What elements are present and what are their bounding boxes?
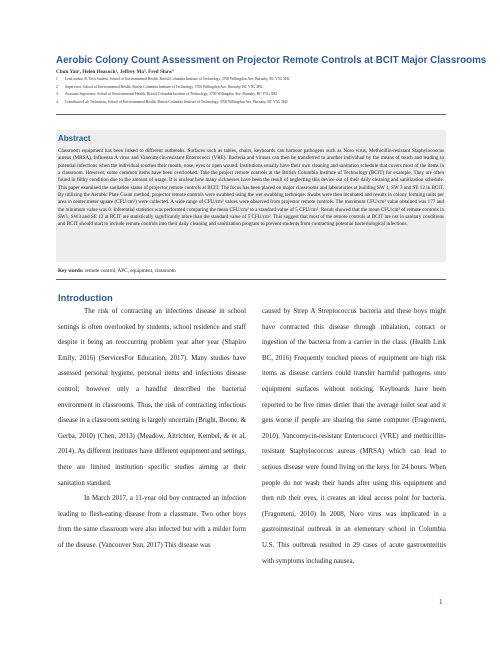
affiliation-item: [56, 99, 456, 107]
intro-paragraph: In March 2017, a 11-year old boy contracted an infection leading to flesh-eating disease from a classmate. Two other boys from the same classroom were also infected but with a milder form of the disease. (Vancouver Sun, 2017) This disease was: [58, 495, 246, 549]
introduction-heading: Introduction: [58, 292, 113, 303]
paper-title: Aerobic Colony Count Assessment on Projector Remote Controls at BCIT Major Classrooms: [56, 55, 487, 66]
intro-paragraph: caused by Strep A Streptococcus bacteria and these boys might have contracted this disease through inhalation, contact or ingestion of the bacteria from a carrier in the class. (Health Link BC, 2016) Frequently touched pieces of equipment are high risk items as disease carriers could transfer harmful pathogens onto equipment surfaces without noticing. Keyboards have been reported to be five times dirtier than the average toilet seat and it gets worse if people are sharing the same computer (Fragomeni, 2010). Vancomycin-resistant Enterococci (VRE) and methicillin-resistant Staphylococcus aureus (MRSA) which can lead to serious disease were found living on the keys for 24 hours. When people do not wash their hands after using this equipment and then rub their eyes, it creates an ideal access point for bacteria. (Fragomeni, 2010) In 2008, Noro virus was implicated in a gastrointestinal outbreak in an elementary school in Columbia U.S. This outbreak resulted in 29 cases of acute gastroenteritis with symptoms including nausea,: [262, 308, 446, 565]
affiliation-marker: 4: [56, 99, 58, 104]
affiliation-text: Contributor/Lab Technician, School of Environmental Health, British Columbia Institute of Technology, 3700 Willingdon Ave, Burnaby, BC V5G 3H2: [65, 99, 288, 104]
affiliation-item: [56, 84, 456, 92]
left-column: [58, 304, 246, 554]
affiliation-text: Assistant Supervisor, School of Environmental Health, British Columbia Institute of Technology, 3700 Willingdon Ave, Burnaby, BC V5G 3H2: [65, 92, 277, 97]
affiliation-marker: 2: [56, 84, 58, 89]
abstract-body: Classroom equipment has been linked to different outbreaks. Surfaces such as tables, chairs, keyboards can harbour pathogens such as Noro virus, Methicillin-resistant Staphylococcus aureus (MRSA), Influenza A virus and Vancomycin-resistant Enterococci (VRE). Bacteria and viruses can then be transferred to another individual by the means of touch and leading to potential infections when the individual touches their mouth, nose, eyes or open wound. Institutions usually have their own cleaning and sanitation schedule that covers most of the items in a classroom. However, some common items have been overlooked. Take the project remote controls at the British Columbia Institute of Technology (BCIT) for example. They are often found in filthy condition due to the amount of usage. It is unclear how many sicknesses have been the result of neglecting this device out of their daily cleaning and sanitization schedule. This paper examined the sanitation status of projector remote controls at BCIT. The focus has been placed on major classrooms and laboratories at building SW 1, SW 3 and SE 12 in BCIT. By utilizing the Aerobic Plate Count method, projector remote controls were swabbed using the wet swabbing technique. Swabs were then incubated and results in colony forming units per area in center meter square (CFU/cm²) were collected. A wide range of CFU/cm² values were observed from projector remote controls. The maximum CFU/cm² value obtained was 177 and the minimum value was 0. Inferential statistics was performed comparing the mean CFU/cm² to a standard value of 5 CFU/cm². Result showed that the mean CFU/cm² of remote controls in SW1, SW3 and SE 12 at BCIT are statistically significantly more than the standard value of 5 CFU/cm². This suggest that most of the remote controls at BCIT are not in sanitary conditions and BCIT should start to include remote controls into their daily cleaning and sanitization program to prevent students from contracting potential bacteriological infections.: [58, 148, 444, 228]
abstract-heading: Abstract: [58, 134, 91, 143]
keywords-divider: [56, 279, 446, 280]
affiliation-item: [56, 91, 456, 99]
page-number: 1: [439, 598, 443, 606]
affiliation-item: [56, 76, 456, 84]
affiliation-text: Lead author, B. Tech Student, School of Environmental Health, British Columbia Institute of Technology, 3700 Willingdon Ave, Burnaby, BC V5G 3H2: [65, 77, 290, 81]
keywords-label: Key words:: [58, 268, 84, 274]
right-column: [262, 304, 446, 569]
affiliation-marker: 3: [56, 92, 58, 97]
keywords-text: remote control, APC, equipment, classroom: [84, 268, 176, 274]
affiliation-text: Supervisor, School of Environmental Health, British Columbia Institute of Technology, 3700 Willingdon Ave, Burnaby, BC V5G 3H2: [65, 84, 263, 89]
author-list: Chun Yan¹, Helen Heacock², Jeffrey Ma³, Fred Shaw⁴: [56, 69, 174, 75]
affiliation-marker: 1: [56, 77, 58, 81]
intro-paragraph: The risk of contracting an infectious disease in school settings is often overlooked by students, school residence and staff despite it being an reoccurring problem year after year (Shapiro Emily, 2016) (ServicesFor Education, 2017). Many studies have assessed personal hygiene, personal items and infectious disease control; however only a handful described the bacterial environment in classrooms. Thus, the risk of contracting infectious disease in a classroom setting is largely uncertain (Bright, Boone, & Gerba, 2010) (Chen, 2013) (Meadow, Altrichter, Kembel, & et al, 2014). As different institutes have different equipment and settings, there are limited institution specific studies aiming at their sanitation standard.: [58, 308, 246, 487]
affiliation-list: [56, 76, 456, 106]
header-divider: [56, 114, 446, 115]
keywords-line: [58, 268, 176, 274]
